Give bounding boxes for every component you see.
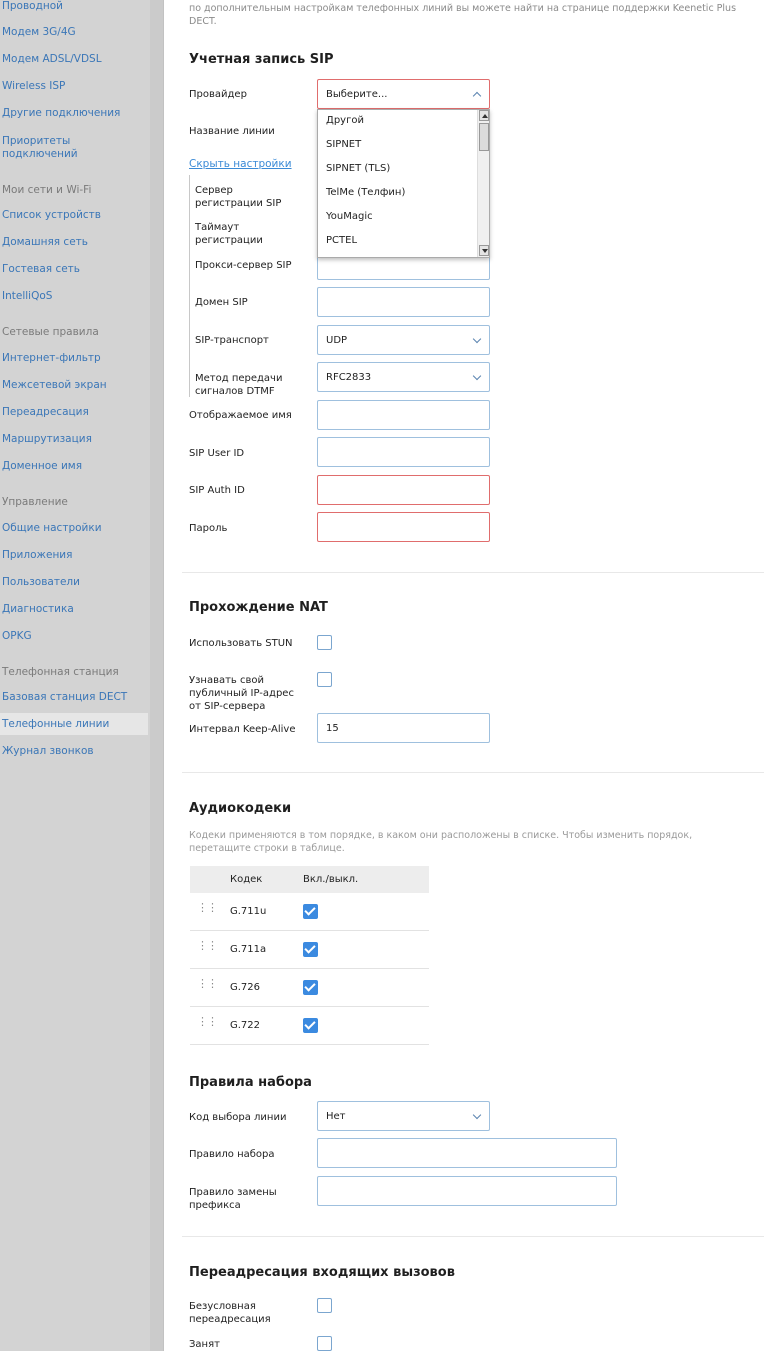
sidebar-item-home-network[interactable]: Домашняя сеть [2, 236, 88, 248]
display-name-input[interactable] [317, 400, 490, 430]
unconditional-label: Безусловная переадресация [189, 1301, 271, 1325]
reg-timeout-label: Таймаут регистрации [195, 222, 263, 246]
chevron-down-icon [473, 1111, 481, 1119]
sidebar-item-users[interactable]: Пользователи [2, 576, 80, 588]
codecs-note: Кодеки применяются в том порядке, в каком они расположены в списке. Чтобы изменить порядок, перетащите строки в таблице. [189, 830, 693, 854]
sidebar-item-internet-filter[interactable]: Интернет-фильтр [2, 352, 101, 364]
sidebar-item-guest-network[interactable]: Гостевая сеть [2, 263, 80, 275]
keepalive-input[interactable] [317, 713, 490, 743]
settings-group-line [189, 175, 190, 397]
codec-enabled-checkbox[interactable] [303, 1018, 318, 1033]
sidebar-item-routing[interactable]: Маршрутизация [2, 433, 92, 445]
sidebar [0, 0, 150, 1351]
section-divider [182, 572, 764, 573]
unconditional-checkbox[interactable] [317, 1298, 332, 1313]
domain-input[interactable] [317, 287, 490, 317]
scroll-up-arrow-icon[interactable] [479, 110, 489, 121]
sidebar-item-modem-adsl[interactable]: Модем ADSL/VDSL [2, 53, 102, 65]
codecs-table-header [190, 866, 429, 893]
display-name-label: Отображаемое имя [189, 410, 292, 421]
keepalive-label: Интервал Keep-Alive [189, 724, 296, 735]
table-row[interactable] [190, 931, 429, 969]
provider-option[interactable]: TelMe (Телфин) [326, 187, 406, 198]
line-name-label: Название линии [189, 126, 275, 137]
provider-dropdown-list[interactable] [317, 109, 490, 258]
busy-checkbox[interactable] [317, 1336, 332, 1351]
dial-rule-label: Правило набора [189, 1149, 275, 1160]
table-row[interactable] [190, 969, 429, 1007]
provider-option[interactable]: SIPNET [326, 139, 362, 150]
sidebar-item-phone-lines[interactable]: Телефонные линии [0, 713, 148, 735]
hide-settings-link[interactable]: Скрыть настройки [189, 158, 292, 170]
sidebar-item-call-log[interactable]: Журнал звонков [2, 745, 94, 757]
password-label: Пароль [189, 523, 228, 534]
public-ip-checkbox[interactable] [317, 672, 332, 687]
sidebar-item-priorities[interactable]: Приоритеты подключений [2, 135, 78, 160]
top-note: по дополнительным настройкам телефонных линий вы можете найти на странице поддержки Keenetic Plus DECT. [189, 3, 737, 27]
main-content [164, 0, 764, 1351]
sidebar-group-manage: Управление [2, 496, 68, 508]
codec-name: G.711u [230, 906, 267, 917]
sidebar-group-phone: Телефонная станция [2, 666, 119, 678]
sip-section-title: Учетная запись SIP [189, 52, 334, 67]
col-codec: Кодек [230, 874, 263, 885]
sidebar-item-devices[interactable]: Список устройств [2, 209, 101, 221]
codec-enabled-checkbox[interactable] [303, 980, 318, 995]
sidebar-item-domain-name[interactable]: Доменное имя [2, 460, 83, 472]
user-id-label: SIP User ID [189, 448, 245, 459]
scroll-down-arrow-icon[interactable] [479, 245, 489, 256]
provider-select-value: Выберите... [326, 88, 388, 100]
drag-handle-icon[interactable]: ⋮⋮ [197, 939, 217, 952]
line-code-label: Код выбора линии [189, 1112, 287, 1123]
dial-rule-input[interactable] [317, 1138, 617, 1168]
sidebar-item-firewall[interactable]: Межсетевой экран [2, 379, 107, 391]
public-ip-label: Узнавать свой публичный IP-адрес от SIP-сервера [189, 675, 294, 712]
domain-label: Домен SIP [195, 297, 248, 308]
codec-enabled-checkbox[interactable] [303, 904, 318, 919]
proxy-label: Прокси-сервер SIP [195, 260, 292, 271]
sidebar-group-networks: Мои сети и Wi-Fi [2, 184, 92, 196]
scroll-thumb[interactable] [479, 123, 489, 151]
provider-option[interactable]: PCTEL [326, 235, 358, 246]
dtmf-select[interactable] [317, 362, 490, 392]
password-input[interactable] [317, 512, 490, 542]
chevron-down-icon [473, 372, 481, 380]
sidebar-item-intelliqos[interactable]: IntelliQoS [2, 290, 53, 302]
dtmf-label: Метод передачи сигналов DTMF [195, 373, 283, 397]
transport-label: SIP-транспорт [195, 335, 269, 346]
keepalive-value: 15 [326, 722, 339, 734]
stun-checkbox[interactable] [317, 635, 332, 650]
chevron-up-icon [473, 92, 481, 100]
prefix-rule-label: Правило замены префикса [189, 1187, 277, 1211]
reg-server-label: Сервер регистрации SIP [195, 185, 282, 209]
sidebar-item-wireless-isp[interactable]: Wireless ISP [2, 80, 66, 92]
codec-name: G.711a [230, 944, 267, 955]
dtmf-select-value: RFC2833 [326, 371, 372, 383]
user-id-input[interactable] [317, 437, 490, 467]
forward-section-title: Переадресация входящих вызовов [189, 1265, 455, 1280]
codec-name: G.726 [230, 982, 261, 993]
provider-option[interactable]: YouMagic [326, 211, 373, 222]
provider-option[interactable]: Другой [326, 115, 364, 126]
dropdown-scrollbar[interactable] [477, 110, 489, 257]
prefix-rule-input[interactable] [317, 1176, 617, 1206]
sidebar-item-opkg[interactable]: OPKG [2, 630, 32, 642]
line-code-select[interactable] [317, 1101, 490, 1131]
provider-select[interactable] [317, 79, 490, 109]
chevron-down-icon [473, 335, 481, 343]
sidebar-item-modem-3g4g[interactable]: Модем 3G/4G [2, 26, 76, 38]
sidebar-item-port-forwarding[interactable]: Переадресация [2, 406, 89, 418]
drag-handle-icon[interactable]: ⋮⋮ [197, 1015, 217, 1028]
nat-section-title: Прохождение NAT [189, 600, 328, 615]
sidebar-item-wired[interactable]: Проводной [2, 0, 63, 12]
section-divider [182, 772, 764, 773]
table-row[interactable] [190, 893, 429, 931]
dial-section-title: Правила набора [189, 1075, 312, 1090]
drag-handle-icon[interactable]: ⋮⋮ [197, 977, 217, 990]
sidebar-divider [150, 0, 164, 1351]
stun-label: Использовать STUN [189, 638, 293, 649]
codecs-section-title: Аудиокодеки [189, 801, 292, 816]
sidebar-item-dect-base[interactable]: Базовая станция DECT [2, 691, 128, 703]
table-row[interactable] [190, 1007, 429, 1045]
sidebar-item-diagnostics[interactable]: Диагностика [2, 603, 74, 615]
line-code-value: Нет [326, 1110, 346, 1122]
sidebar-item-apps[interactable]: Приложения [2, 549, 73, 561]
auth-id-input[interactable] [317, 475, 490, 505]
section-divider [182, 1236, 764, 1237]
transport-select[interactable] [317, 325, 490, 355]
busy-label: Занят [189, 1339, 220, 1350]
sidebar-item-other-connections[interactable]: Другие подключения [2, 107, 121, 119]
sidebar-group-rules: Сетевые правила [2, 326, 99, 338]
auth-id-label: SIP Auth ID [189, 485, 245, 496]
codec-name: G.722 [230, 1020, 261, 1031]
transport-select-value: UDP [326, 334, 348, 346]
sidebar-item-general-settings[interactable]: Общие настройки [2, 522, 102, 534]
provider-label: Провайдер [189, 89, 247, 100]
provider-option[interactable]: SIPNET (TLS) [326, 163, 391, 174]
drag-handle-icon[interactable]: ⋮⋮ [197, 901, 217, 914]
codec-enabled-checkbox[interactable] [303, 942, 318, 957]
col-toggle: Вкл./выкл. [303, 874, 359, 885]
